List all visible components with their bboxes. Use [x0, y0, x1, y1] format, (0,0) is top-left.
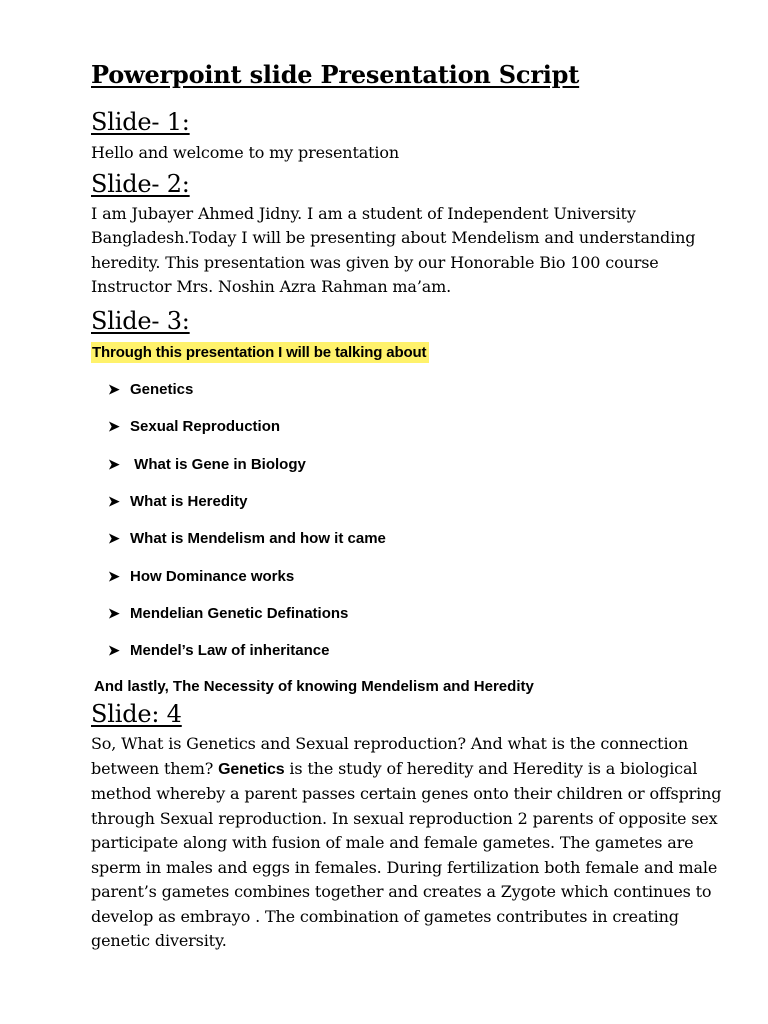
- slide-4-text-part1: So, What is Genetics and Sexual reproduction? And what is the connection between them?: [91, 734, 689, 778]
- document-title: Powerpoint slide Presentation Script: [91, 60, 580, 89]
- list-item-label: Sexual Reproduction: [130, 418, 281, 436]
- right-arrowhead-icon: ➤: [108, 567, 120, 584]
- genetics-term: Genetics: [218, 760, 285, 778]
- right-arrowhead-icon: ➤: [108, 530, 120, 547]
- slide-2-heading: Slide- 2:: [91, 169, 190, 198]
- list-item-label: Genetics: [130, 381, 194, 399]
- slide-2-text: I am Jubayer Ahmed Jidny. I am a student of Independent University Bangladesh.Today I will be presenting about Mendelism and understanding heredity. This presentation was given by our Honorable Bio 100 course Instructor Mrs. Noshin Azra Rahman ma’am.: [91, 203, 696, 296]
- list-item-label: Mendelian Genetic Definations: [130, 604, 349, 622]
- list-item-label: Mendel’s Law of inheritance: [130, 642, 330, 660]
- slide-3-closing: And lastly, The Necessity of knowing Mendelism and Heredity: [94, 678, 534, 696]
- document-body: [91, 58, 731, 954]
- slide-3-intro: [91, 340, 731, 366]
- slide-3-section: [91, 306, 731, 696]
- list-item-label: How Dominance works: [130, 567, 295, 585]
- list-item-label: What is Gene in Biology: [130, 455, 306, 473]
- slide-4-text-part2: is the study of heredity and Heredity is a biological method whereby a parent passes certain genes onto their children or offspring through Sexual reproduction. In sexual reproduction 2 parents of opposite sex participate along with fusion of male and female gametes. The gametes are sperm in males and eggs in females. During fertilization both female and male parent’s gametes combines together and creates a Zygote which continues to develop as embrayo . The combination of gametes contributes in creating genetic diversity.: [91, 758, 722, 951]
- right-arrowhead-icon: ➤: [108, 493, 120, 510]
- right-arrowhead-icon: ➤: [108, 455, 120, 472]
- list-item-label: What is Mendelism and how it came: [130, 530, 386, 548]
- list-item: [91, 408, 731, 445]
- slide-3-heading: Slide- 3:: [91, 306, 190, 335]
- slide-1-heading: Slide- 1:: [91, 108, 190, 136]
- topic-list: [91, 371, 731, 669]
- list-item: [91, 446, 731, 483]
- right-arrowhead-icon: ➤: [108, 418, 120, 435]
- list-item: [91, 520, 731, 557]
- list-item: [91, 595, 731, 632]
- list-item-label: What is Heredity: [130, 493, 248, 511]
- highlighted-intro: Through this presentation I will be talking about: [91, 342, 429, 363]
- slide-2-section: [91, 169, 731, 300]
- slide-1-text: Hello and welcome to my presentation: [91, 143, 399, 162]
- list-item: [91, 557, 731, 594]
- slide-4-section: [91, 699, 731, 954]
- list-item: [91, 632, 731, 669]
- right-arrowhead-icon: ➤: [108, 642, 120, 659]
- list-item: [91, 371, 731, 408]
- slide-4-heading: Slide: 4: [91, 700, 182, 729]
- right-arrowhead-icon: ➤: [108, 604, 120, 621]
- slide-4-text: [91, 732, 731, 954]
- list-item: [91, 483, 731, 520]
- slide-1-section: [91, 107, 731, 166]
- right-arrowhead-icon: ➤: [108, 381, 120, 398]
